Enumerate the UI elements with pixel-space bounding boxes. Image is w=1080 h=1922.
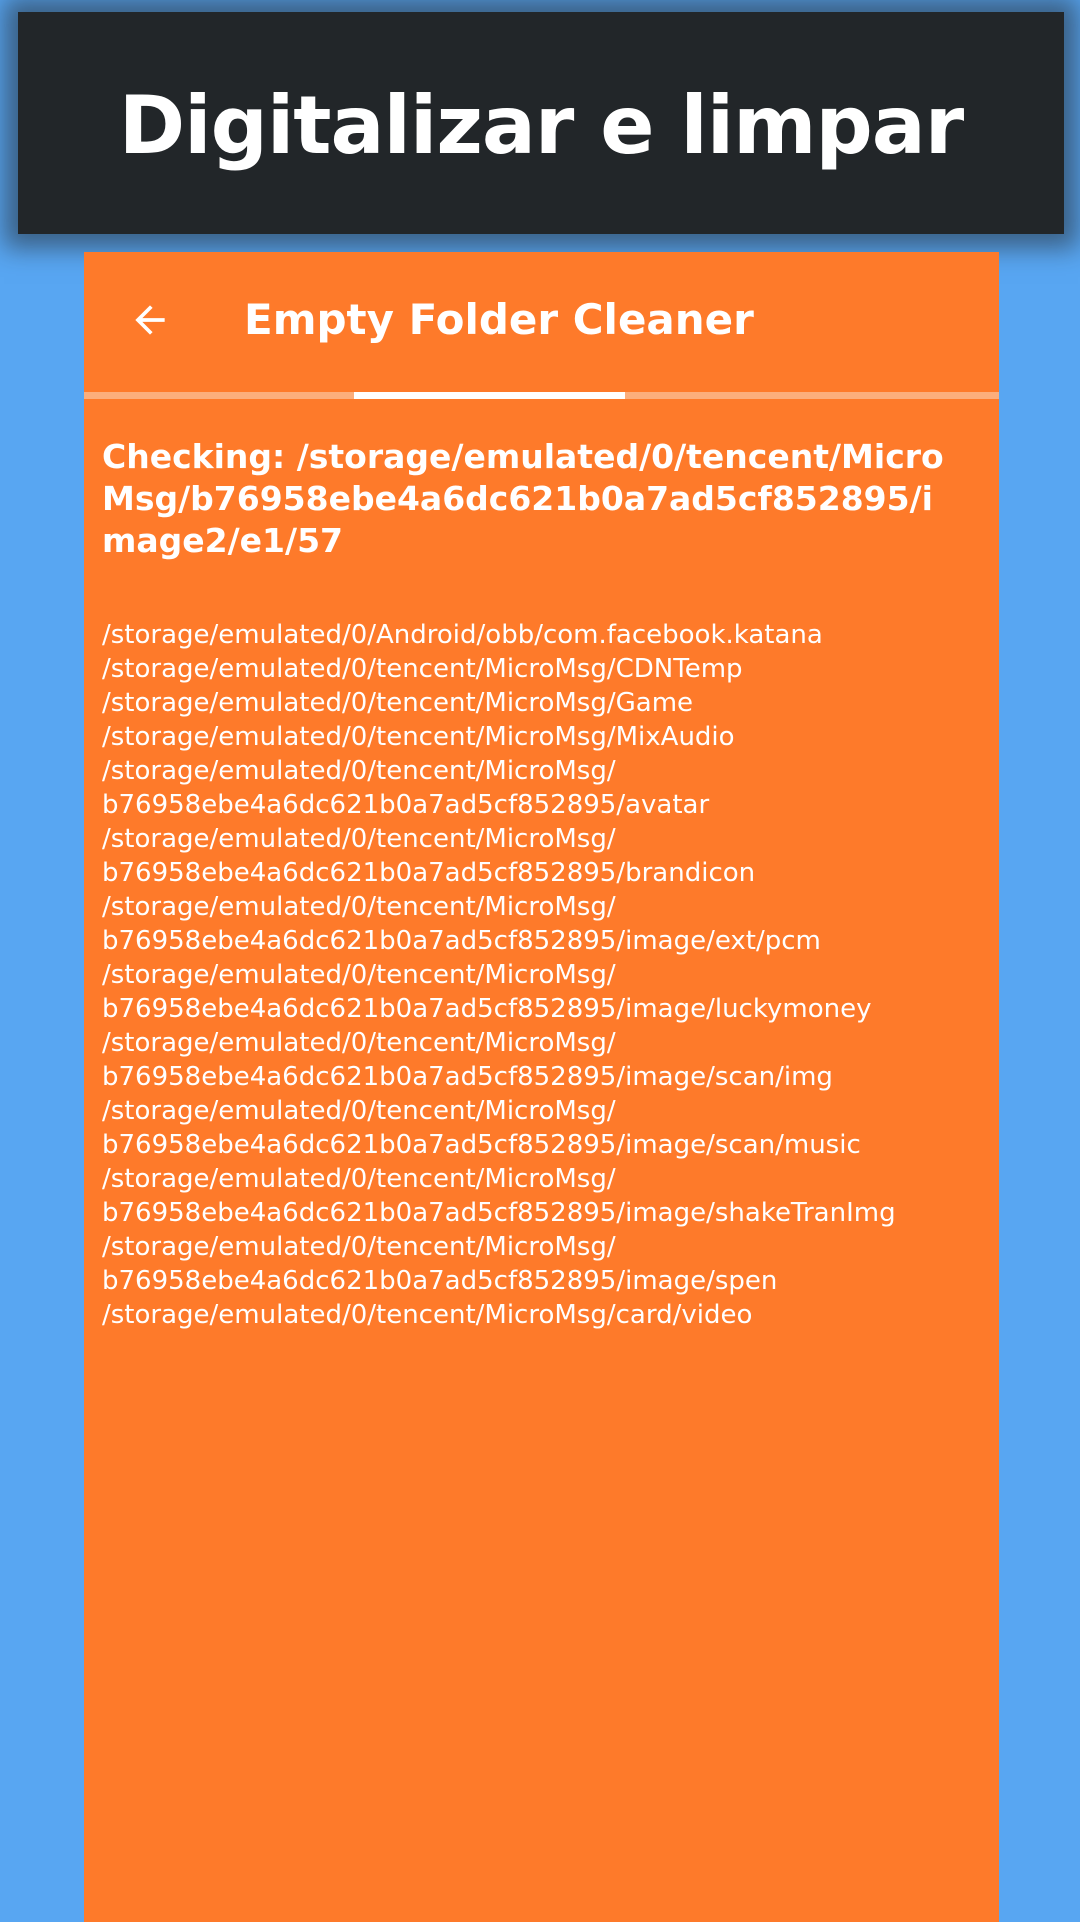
back-button[interactable] — [122, 292, 178, 348]
empty-folder-path: b76958ebe4a6dc621b0a7ad5cf852895/image/scan/music — [102, 1130, 861, 1160]
empty-folder-list — [102, 618, 972, 1332]
empty-folder-item — [102, 686, 972, 720]
empty-folder-item — [102, 1094, 972, 1162]
empty-folder-item — [102, 958, 972, 1026]
empty-folder-path: /storage/emulated/0/tencent/MicroMsg/CDNTemp — [102, 654, 743, 684]
empty-folder-path: /storage/emulated/0/tencent/MicroMsg/ — [102, 892, 616, 922]
empty-folder-path: b76958ebe4a6dc621b0a7ad5cf852895/image/shakeTranImg — [102, 1198, 896, 1228]
empty-folder-item — [102, 618, 972, 652]
empty-folder-item — [102, 890, 972, 958]
empty-folder-path: b76958ebe4a6dc621b0a7ad5cf852895/avatar — [102, 790, 710, 820]
empty-folder-path: /storage/emulated/0/tencent/MicroMsg/ — [102, 1164, 616, 1194]
empty-folder-path: /storage/emulated/0/Android/obb/com.facebook.katana — [102, 620, 823, 650]
empty-folder-path: b76958ebe4a6dc621b0a7ad5cf852895/image/spen — [102, 1266, 778, 1296]
empty-folder-item — [102, 720, 972, 754]
checking-status: Checking: /storage/emulated/0/tencent/MicroMsg/b76958ebe4a6dc621b0a7ad5cf852895/image2/e1/57 — [102, 437, 944, 560]
empty-folder-item — [102, 1162, 972, 1230]
empty-folder-path: /storage/emulated/0/tencent/MicroMsg/ — [102, 960, 616, 990]
empty-folder-path: /storage/emulated/0/tencent/MicroMsg/ — [102, 1096, 616, 1126]
empty-folder-item — [102, 652, 972, 686]
empty-folder-item — [102, 1026, 972, 1094]
app-bar — [84, 252, 999, 390]
empty-folder-path: /storage/emulated/0/tencent/MicroMsg/ — [102, 756, 616, 786]
empty-folder-item — [102, 754, 972, 822]
app-title: Empty Folder Cleaner — [244, 295, 754, 344]
app-screen — [84, 252, 999, 1922]
scan-progress-indicator — [354, 392, 625, 399]
empty-folder-path: /storage/emulated/0/tencent/MicroMsg/card/video — [102, 1300, 753, 1330]
empty-folder-path: /storage/emulated/0/tencent/MicroMsg/Game — [102, 688, 694, 718]
scan-progress-bar — [84, 392, 999, 399]
empty-folder-path: b76958ebe4a6dc621b0a7ad5cf852895/image/scan/img — [102, 1062, 833, 1092]
empty-folder-item — [102, 822, 972, 890]
promo-banner — [18, 12, 1064, 234]
empty-folder-path: /storage/emulated/0/tencent/MicroMsg/ — [102, 824, 616, 854]
promo-banner-title: Digitalizar e limpar — [118, 78, 964, 172]
empty-folder-path: b76958ebe4a6dc621b0a7ad5cf852895/image/luckymoney — [102, 994, 872, 1024]
arrow-left-icon — [128, 298, 172, 342]
empty-folder-item — [102, 1230, 972, 1298]
empty-folder-path: b76958ebe4a6dc621b0a7ad5cf852895/brandicon — [102, 858, 756, 888]
empty-folder-item — [102, 1298, 972, 1332]
empty-folder-path: /storage/emulated/0/tencent/MicroMsg/ — [102, 1028, 616, 1058]
empty-folder-path: b76958ebe4a6dc621b0a7ad5cf852895/image/ext/pcm — [102, 926, 821, 956]
empty-folder-path: /storage/emulated/0/tencent/MicroMsg/ — [102, 1232, 616, 1262]
empty-folder-path: /storage/emulated/0/tencent/MicroMsg/MixAudio — [102, 722, 735, 752]
